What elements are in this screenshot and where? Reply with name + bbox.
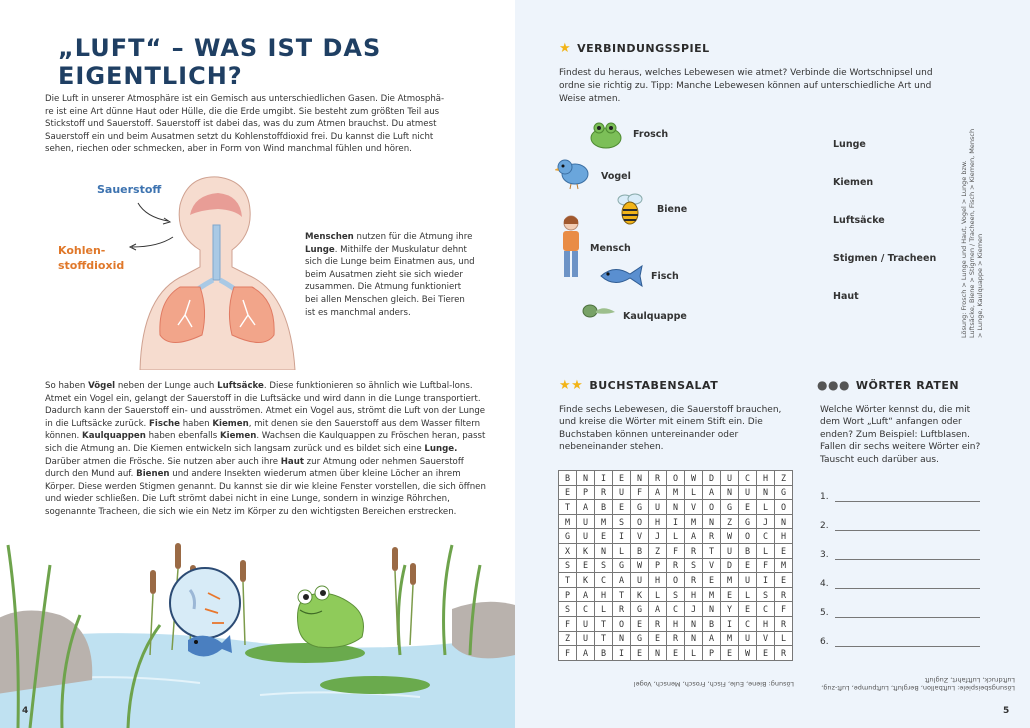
grid-row xyxy=(559,529,793,544)
grid-cell[interactable]: Z xyxy=(721,514,739,529)
grid-cell[interactable]: N xyxy=(595,543,613,558)
grid-cell[interactable]: Z xyxy=(775,471,793,486)
target-skin[interactable]: Haut xyxy=(833,291,859,302)
matching-instructions: Findest du heraus, welches Lebewesen wie atmet? Verbinde die Wortschnipsel und ordne sie richtig zu. Tipp: Manche Lebewesen können auf unterschiedliche Art und Weise atmen. xyxy=(559,68,933,104)
matching-title xyxy=(559,41,710,56)
grid-cell[interactable]: L xyxy=(595,602,613,617)
grid-cell[interactable]: G xyxy=(775,485,793,500)
grid-cell[interactable]: W xyxy=(739,646,757,661)
grid-cell[interactable]: M xyxy=(721,631,739,646)
grid-cell[interactable]: M xyxy=(775,558,793,573)
page-number: 5 xyxy=(1003,706,1010,716)
grid-cell[interactable]: U xyxy=(739,485,757,500)
grid-cell[interactable]: I xyxy=(667,514,685,529)
grid-cell[interactable]: O xyxy=(739,529,757,544)
animal-human[interactable]: Mensch xyxy=(590,243,631,254)
guess-solution: Lösungsbeispiele: Luftballon, Bergluft, Luftpumpe, Luft-zug, Luftdruck, Luftfahrt, Zugluft xyxy=(821,676,1015,692)
guess-title xyxy=(817,378,959,392)
target-lung[interactable]: Lunge xyxy=(833,139,866,150)
grid-cell[interactable]: E xyxy=(775,543,793,558)
grid-row xyxy=(559,587,793,602)
grid-cell[interactable]: S xyxy=(595,558,613,573)
grid-cell[interactable]: V xyxy=(757,631,775,646)
answer-blank[interactable] xyxy=(835,530,980,531)
grid-cell[interactable]: B xyxy=(631,543,649,558)
text-span: So haben xyxy=(45,381,89,391)
grid-cell[interactable]: A xyxy=(577,500,595,515)
intro-line: Die Luft in unserer Atmosphäre ist ein Gemisch aus unterschiedlichen Gasen. Die Atmosphä- xyxy=(45,94,445,104)
answer-line[interactable] xyxy=(820,637,980,647)
grid-cell[interactable]: L xyxy=(685,485,703,500)
grid-cell[interactable]: E xyxy=(613,471,631,486)
grid-cell[interactable]: E xyxy=(577,558,595,573)
grid-cell[interactable]: N xyxy=(685,631,703,646)
answer-number: 3. xyxy=(820,550,829,560)
grid-cell[interactable]: B xyxy=(703,616,721,631)
grid-cell[interactable]: K xyxy=(577,573,595,588)
grid-cell[interactable]: M xyxy=(667,485,685,500)
answer-line[interactable] xyxy=(820,521,980,531)
grid-cell[interactable]: K xyxy=(577,543,595,558)
bold-term: Haut xyxy=(280,456,304,467)
grid-cell[interactable]: C xyxy=(595,573,613,588)
text-span: und andere Insekten wiederum atmen über kleine Löcher an ihrem Körper. Diese werden Stigmen genannt. Du kannst sie dir wie kleine Fenster vorstellen, die sich öffnen und wieder schließen. Die Luft strömt dabei nicht in eine Lunge, sondern in winzige Röhrchen, sogenannte Tracheen, die sich wie ein Netz im Körper zu den wichtigsten Bereichen erstrecken. xyxy=(45,469,486,517)
grid-cell[interactable]: H xyxy=(685,587,703,602)
answer-number: 6. xyxy=(820,637,829,647)
tadpole-icon xyxy=(582,302,616,320)
oxygen-label: Sauerstoff xyxy=(97,183,162,196)
grid-cell[interactable]: A xyxy=(703,485,721,500)
text-span: haben ebenfalls xyxy=(145,431,220,442)
grid-cell[interactable]: G xyxy=(721,500,739,515)
grid-cell[interactable]: R xyxy=(775,587,793,602)
grid-cell[interactable]: P xyxy=(649,558,667,573)
grid-cell[interactable]: C xyxy=(739,616,757,631)
grid-cell[interactable]: V xyxy=(703,558,721,573)
grid-cell[interactable]: R xyxy=(595,485,613,500)
grid-cell[interactable]: Z xyxy=(559,631,577,646)
grid-row xyxy=(559,485,793,500)
wordsearch-solution: Lösung: Biene, Eule, Fisch, Frosch, Mensch, Vogel xyxy=(633,680,794,688)
grid-cell[interactable]: O xyxy=(667,471,685,486)
grid-cell[interactable]: B xyxy=(559,471,577,486)
grid-cell[interactable]: N xyxy=(649,646,667,661)
page-number: 4 xyxy=(22,706,29,716)
animals-paragraph xyxy=(45,380,490,519)
grid-cell[interactable]: H xyxy=(649,573,667,588)
grid-cell[interactable]: L xyxy=(739,587,757,602)
grid-cell[interactable]: B xyxy=(595,500,613,515)
grid-cell[interactable]: F xyxy=(631,485,649,500)
star-icon: ★ xyxy=(559,41,572,56)
grid-cell[interactable]: R xyxy=(775,646,793,661)
answer-line[interactable] xyxy=(820,550,980,560)
grid-cell[interactable]: E xyxy=(721,646,739,661)
grid-cell[interactable]: T xyxy=(559,573,577,588)
grid-cell[interactable]: I xyxy=(595,471,613,486)
grid-cell[interactable]: E xyxy=(757,646,775,661)
grid-cell[interactable]: A xyxy=(649,485,667,500)
grid-cell[interactable]: E xyxy=(595,529,613,544)
grid-cell[interactable]: M xyxy=(703,587,721,602)
grid-cell[interactable]: R xyxy=(685,573,703,588)
grid-cell[interactable]: R xyxy=(667,631,685,646)
grid-cell[interactable]: X xyxy=(559,543,577,558)
grid-cell[interactable]: D xyxy=(721,558,739,573)
grid-cell[interactable]: A xyxy=(685,529,703,544)
grid-cell[interactable]: A xyxy=(649,602,667,617)
grid-cell[interactable]: U xyxy=(577,616,595,631)
intro-line: Sauerstoff ein und beim Ausatmen setzt du Kohlenstoffdioxid frei. Du kannst die Luft nicht xyxy=(45,131,434,142)
answer-blank[interactable] xyxy=(835,617,980,618)
grid-cell[interactable]: N xyxy=(613,631,631,646)
grid-cell[interactable]: W xyxy=(721,529,739,544)
wordsearch-grid xyxy=(558,470,793,661)
fish-icon xyxy=(598,264,644,288)
wordsearch-title xyxy=(559,378,718,393)
target-stigmata[interactable]: Stigmen / Tracheen xyxy=(833,253,937,264)
grid-cell[interactable]: I xyxy=(757,573,775,588)
grid-cell[interactable]: T xyxy=(559,500,577,515)
grid-cell[interactable]: J xyxy=(757,514,775,529)
grid-cell[interactable]: E xyxy=(739,500,757,515)
grid-cell[interactable]: D xyxy=(703,471,721,486)
star-icon: ★★ xyxy=(559,378,584,393)
wordsearch-instructions: Finde sechs Lebewesen, die Sauerstoff brauchen, und kreise die Wörter mit einem Stift ein. Die Buchstaben können untereinander oder nebeneinander stehen. xyxy=(559,405,782,453)
grid-cell[interactable]: N xyxy=(577,471,595,486)
grid-cell[interactable]: R xyxy=(703,529,721,544)
grid-cell[interactable]: N xyxy=(721,485,739,500)
grid-cell[interactable]: U xyxy=(649,500,667,515)
people-icon: ●●● xyxy=(817,378,850,392)
grid-cell[interactable]: M xyxy=(595,514,613,529)
grid-cell[interactable]: L xyxy=(613,543,631,558)
person-icon xyxy=(558,214,584,280)
text-span: , mit denen sie den Sauerstoff aus dem Wasser filtern können. xyxy=(45,418,481,442)
grid-cell[interactable]: S xyxy=(559,558,577,573)
grid-row xyxy=(559,471,793,486)
grid-cell[interactable]: G xyxy=(631,602,649,617)
grid-cell[interactable]: S xyxy=(613,514,631,529)
grid-cell[interactable]: Z xyxy=(649,543,667,558)
grid-cell[interactable]: R xyxy=(685,543,703,558)
grid-cell[interactable]: F xyxy=(775,602,793,617)
grid-cell[interactable]: L xyxy=(649,587,667,602)
co2-label-line: Kohlen- xyxy=(58,244,106,257)
grid-cell[interactable]: R xyxy=(775,616,793,631)
bold-term: Vögel xyxy=(88,381,116,391)
grid-cell[interactable]: M xyxy=(559,514,577,529)
grid-cell[interactable]: H xyxy=(775,529,793,544)
section-heading: VERBINDUNGSSPIEL xyxy=(577,42,710,55)
grid-cell[interactable]: L xyxy=(775,631,793,646)
grid-cell[interactable]: G xyxy=(559,529,577,544)
grid-cell[interactable]: T xyxy=(613,587,631,602)
grid-cell[interactable]: C xyxy=(739,471,757,486)
grid-cell[interactable]: S xyxy=(757,587,775,602)
section-heading: WÖRTER RATEN xyxy=(855,378,960,392)
grid-cell[interactable]: N xyxy=(667,500,685,515)
grid-cell[interactable]: I xyxy=(613,646,631,661)
grid-cell[interactable]: N xyxy=(703,602,721,617)
intro-line: Stickstoff und Sauerstoff. Sauerstoff ist dabei das, was du zum Atmen brauchst. Du atmest xyxy=(45,119,437,130)
grid-cell[interactable]: V xyxy=(685,500,703,515)
grid-row xyxy=(559,646,793,661)
grid-cell[interactable]: U xyxy=(739,631,757,646)
intro-text xyxy=(45,93,485,156)
grid-cell[interactable]: B xyxy=(739,543,757,558)
grid-cell[interactable]: E xyxy=(739,602,757,617)
answer-number: 4. xyxy=(820,579,829,589)
grid-cell[interactable]: E xyxy=(667,646,685,661)
grid-cell[interactable]: R xyxy=(667,558,685,573)
grid-cell[interactable]: E xyxy=(649,631,667,646)
bold-term: Lunge xyxy=(305,244,335,255)
matching-solution: Lösung: Frosch > Lunge und Haut, Vogel > Lunge bzw. Luftsäcke, Biene > Stigmen / Tracheen, Fisch > Kiemen, Mensch > Lunge, Kaulquappe > Kiemen xyxy=(960,128,984,338)
grid-cell[interactable]: C xyxy=(577,602,595,617)
grid-cell[interactable]: L xyxy=(667,529,685,544)
grid-cell[interactable]: R xyxy=(613,602,631,617)
grid-cell[interactable]: H xyxy=(757,471,775,486)
grid-cell[interactable]: U xyxy=(631,573,649,588)
grid-cell[interactable]: G xyxy=(631,500,649,515)
text-span: . Diese funktionieren so ähnlich wie Luftbal-lons. Atmet ein Vogel ein, gelangt der Sauerstoff in die Luftsäcke und wird dann in die Lunge transportiert. Dadurch kann der Sauerstoff ein- und ausströmen. Atmet ein Vogel aus, strömt die Luft von der Lunge in die Luftsäcke zurück. xyxy=(45,381,486,429)
grid-cell[interactable]: N xyxy=(631,471,649,486)
answer-blank[interactable] xyxy=(835,501,980,502)
animal-frog[interactable]: Frosch xyxy=(633,129,669,140)
text-span: . Mithilfe der Muskulatur dehnt sich die Lunge beim Einatmen aus, und beim Ausatmen zieht sie sich wieder zusammen. Die Atmung funktioniert bei allen Menschen gleich. Bei Tieren ist es manchmal anders. xyxy=(305,244,475,318)
grid-cell[interactable]: A xyxy=(577,646,595,661)
grid-cell[interactable]: U xyxy=(613,485,631,500)
text-span: haben xyxy=(180,418,213,429)
grid-cell[interactable]: L xyxy=(757,543,775,558)
bird-icon xyxy=(555,156,591,190)
grid-cell[interactable]: E xyxy=(703,573,721,588)
grid-cell[interactable]: G xyxy=(631,631,649,646)
grid-cell[interactable]: S xyxy=(685,558,703,573)
animal-bird[interactable]: Vogel xyxy=(601,171,631,182)
grid-cell[interactable]: N xyxy=(775,514,793,529)
grid-row xyxy=(559,573,793,588)
grid-cell[interactable]: T xyxy=(703,543,721,558)
grid-cell[interactable]: W xyxy=(631,558,649,573)
lung-paragraph xyxy=(305,231,475,319)
grid-cell[interactable]: F xyxy=(667,543,685,558)
grid-row xyxy=(559,514,793,529)
animal-tadpole[interactable]: Kaulquappe xyxy=(623,311,687,322)
grid-cell[interactable]: E xyxy=(613,500,631,515)
pond-illustration xyxy=(0,505,515,728)
answer-blank[interactable] xyxy=(835,646,980,647)
grid-cell[interactable]: M xyxy=(721,573,739,588)
bold-term: Kiemen xyxy=(220,431,257,442)
grid-row xyxy=(559,543,793,558)
section-heading: BUCHSTABENSALAT xyxy=(589,379,719,392)
intro-line: sehen, riechen oder schmecken, aber in Form von Wind manchmal fühlen und hören. xyxy=(45,144,412,155)
grid-cell[interactable]: C xyxy=(667,602,685,617)
grid-cell[interactable]: F xyxy=(559,616,577,631)
grid-cell[interactable]: R xyxy=(649,471,667,486)
grid-cell[interactable]: C xyxy=(757,602,775,617)
answer-line[interactable] xyxy=(820,608,980,618)
grid-cell[interactable]: H xyxy=(649,514,667,529)
grid-cell[interactable]: O xyxy=(667,573,685,588)
answer-line[interactable] xyxy=(820,492,980,502)
grid-cell[interactable]: P xyxy=(577,485,595,500)
grid-cell[interactable]: H xyxy=(595,587,613,602)
grid-cell[interactable]: W xyxy=(685,471,703,486)
answer-blank[interactable] xyxy=(835,588,980,589)
answer-number: 1. xyxy=(820,492,829,502)
text-span: nutzen für die Atmung ihre xyxy=(353,232,473,242)
grid-row xyxy=(559,616,793,631)
grid-cell[interactable]: M xyxy=(685,514,703,529)
grid-cell[interactable]: U xyxy=(721,471,739,486)
grid-row xyxy=(559,558,793,573)
grid-row xyxy=(559,500,793,515)
bee-icon xyxy=(615,192,647,226)
grid-cell[interactable]: E xyxy=(775,573,793,588)
grid-cell[interactable]: U xyxy=(577,529,595,544)
answer-number: 5. xyxy=(820,608,829,618)
grid-cell[interactable]: J xyxy=(685,602,703,617)
grid-cell[interactable]: F xyxy=(559,646,577,661)
grid-cell[interactable]: B xyxy=(595,646,613,661)
grid-cell[interactable]: N xyxy=(757,485,775,500)
grid-cell[interactable]: P xyxy=(559,587,577,602)
target-gills[interactable]: Kiemen xyxy=(833,177,874,188)
frog-icon xyxy=(587,120,625,150)
grid-cell[interactable]: C xyxy=(757,529,775,544)
animal-fish[interactable]: Fisch xyxy=(651,271,679,282)
bold-term: Menschen xyxy=(305,232,354,242)
bold-term: Kiemen xyxy=(212,418,249,429)
animal-bee[interactable]: Biene xyxy=(657,204,688,215)
grid-cell[interactable]: I xyxy=(721,616,739,631)
grid-cell[interactable]: A xyxy=(577,587,595,602)
grid-cell[interactable]: O xyxy=(703,500,721,515)
grid-cell[interactable]: N xyxy=(703,514,721,529)
grid-cell[interactable]: U xyxy=(577,631,595,646)
grid-cell[interactable]: U xyxy=(577,514,595,529)
co2-label xyxy=(58,243,124,273)
page-title: „LUFT“ – WAS IST DAS EIGENTLICH? xyxy=(58,34,382,90)
grid-cell[interactable]: N xyxy=(685,616,703,631)
answer-number: 2. xyxy=(820,521,829,531)
arrows-icon xyxy=(118,195,188,255)
bold-term: Fische xyxy=(149,418,180,429)
grid-cell[interactable]: P xyxy=(703,646,721,661)
guess-instructions: Welche Wörter kennst du, die mit dem Wort „Luft“ anfangen oder enden? Zum Beispiel: Luftblasen. Fallen dir sechs weitere Wörter ein? Tauscht euch darüber aus. xyxy=(820,405,981,465)
grid-cell[interactable]: J xyxy=(649,529,667,544)
bold-term: Luftsäcke xyxy=(217,381,264,391)
grid-cell[interactable]: G xyxy=(739,514,757,529)
grid-cell[interactable]: H xyxy=(757,616,775,631)
grid-cell[interactable]: E xyxy=(559,485,577,500)
co2-label-line: stoffdioxid xyxy=(58,259,125,272)
grid-cell[interactable]: G xyxy=(613,558,631,573)
text-span: zur Atmung oder nehmen Sauerstoff durch den Mund auf. xyxy=(45,456,464,480)
grid-cell[interactable]: A xyxy=(613,573,631,588)
grid-row xyxy=(559,602,793,617)
grid-cell[interactable]: V xyxy=(631,529,649,544)
bold-term: Lunge. xyxy=(424,443,458,454)
grid-cell[interactable]: I xyxy=(613,529,631,544)
grid-cell[interactable]: T xyxy=(595,616,613,631)
text-span: . Wachsen die Kaulquappen zu Fröschen heran, passt sich die Atmung an. Die Kiemen entwickeln sich langsam zurück und es bildet sich eine xyxy=(45,431,486,454)
grid-cell[interactable]: Y xyxy=(721,602,739,617)
grid-cell[interactable]: U xyxy=(721,543,739,558)
grid-cell[interactable]: F xyxy=(757,558,775,573)
grid-cell[interactable]: T xyxy=(595,631,613,646)
grid-cell[interactable]: S xyxy=(559,602,577,617)
grid-row xyxy=(559,631,793,646)
grid-cell[interactable]: E xyxy=(631,616,649,631)
grid-cell[interactable]: S xyxy=(667,587,685,602)
grid-cell[interactable]: E xyxy=(721,587,739,602)
bold-term: Kaulquappen xyxy=(82,431,146,442)
grid-cell[interactable]: U xyxy=(739,573,757,588)
answer-line[interactable] xyxy=(820,579,980,589)
target-air-sacs[interactable]: Luftsäcke xyxy=(833,215,885,226)
grid-cell[interactable]: E xyxy=(739,558,757,573)
text-span: neben der Lunge auch xyxy=(115,381,218,391)
grid-cell[interactable]: K xyxy=(631,587,649,602)
grid-cell[interactable]: A xyxy=(703,631,721,646)
grid-cell[interactable]: E xyxy=(631,646,649,661)
intro-line: re ist eine Art dünne Haut oder Hülle, die die Erde umgibt. Sie besteht zum größten Teil aus xyxy=(45,106,440,117)
text-span: Darüber atmen die Frösche. Sie nutzen aber auch ihre xyxy=(45,456,281,467)
grid-cell[interactable]: R xyxy=(649,616,667,631)
grid-cell[interactable]: O xyxy=(631,514,649,529)
grid-cell[interactable]: O xyxy=(613,616,631,631)
bold-term: Bienen xyxy=(136,469,170,480)
grid-cell[interactable]: L xyxy=(685,646,703,661)
grid-cell[interactable]: O xyxy=(775,500,793,515)
grid-cell[interactable]: L xyxy=(757,500,775,515)
grid-cell[interactable]: H xyxy=(667,616,685,631)
answer-blank[interactable] xyxy=(835,559,980,560)
